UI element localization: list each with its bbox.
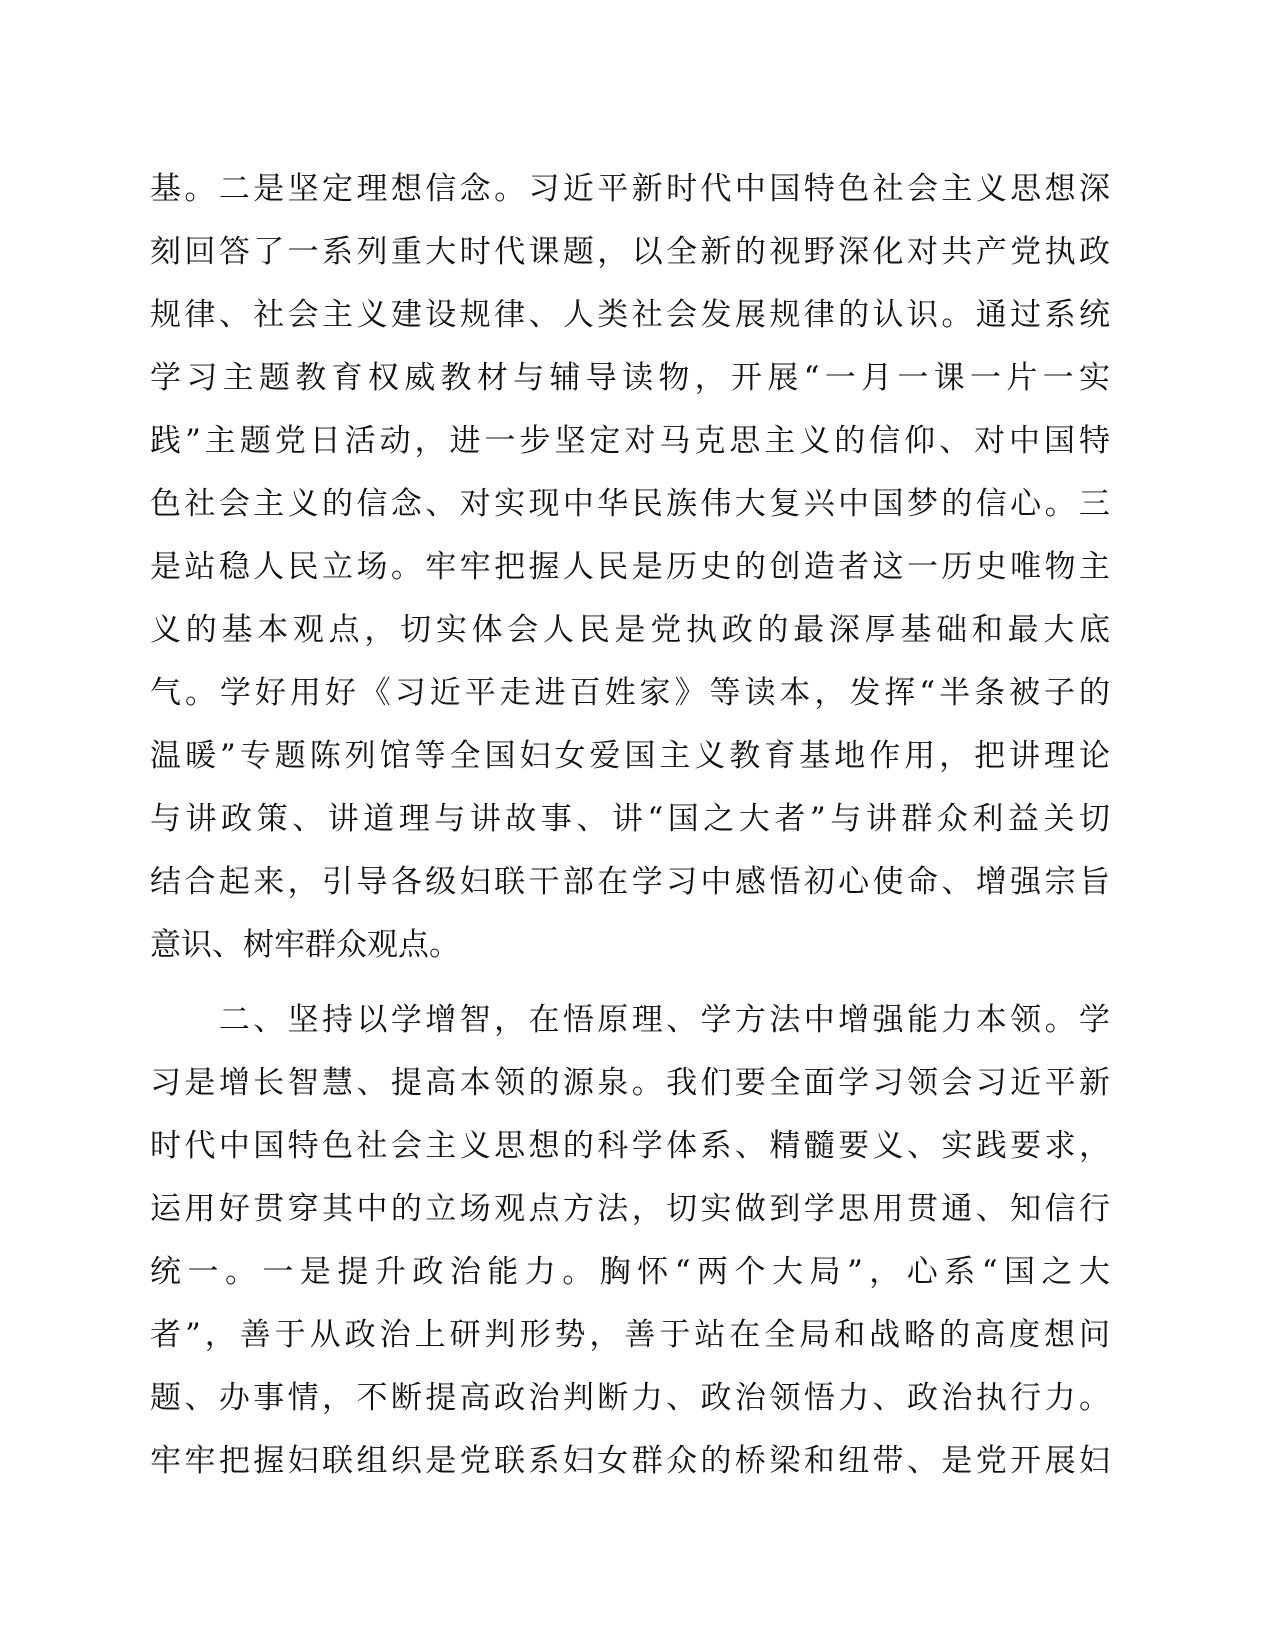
text-line: 是站稳人民立场。牢牢把握人民是历史的创造者这一历史唯物主 bbox=[150, 549, 1110, 585]
text-line: 统一。一是提升政治能力。胸怀“两个大局”，心系“国之大 bbox=[150, 1254, 1110, 1290]
text-line: 与讲政策、讲道理与讲故事、讲“国之大者”与讲群众利益关切 bbox=[150, 801, 1110, 837]
text-line: 学习主题教育权威教材与辅导读物，开展“一月一课一片一实 bbox=[150, 360, 1110, 396]
text-line: 牢牢把握妇联组织是党联系妇女群众的桥梁和纽带、是党开展妇 bbox=[150, 1443, 1110, 1479]
text-line: 题、办事情，不断提高政治判断力、政治领悟力、政治执行力。 bbox=[150, 1380, 1110, 1416]
text-line: 温暖”专题陈列馆等全国妇女爱国主义教育基地作用，把讲理论 bbox=[150, 738, 1110, 774]
text-line: 气。学好用好《习近平走进百姓家》等读本，发挥“半条被子的 bbox=[150, 675, 1110, 711]
text-line: 义的基本观点，切实体会人民是党执政的最深厚基础和最大底 bbox=[150, 612, 1110, 648]
text-line: 基。二是坚定理想信念。习近平新时代中国特色社会主义思想深 bbox=[150, 171, 1110, 207]
text-line: 刻回答了一系列重大时代课题，以全新的视野深化对共产党执政 bbox=[150, 234, 1110, 270]
text-line: 时代中国特色社会主义思想的科学体系、精髓要义、实践要求， bbox=[150, 1128, 1110, 1164]
text-line: 践”主题党日活动，进一步坚定对马克思主义的信仰、对中国特 bbox=[150, 423, 1110, 459]
text-line: 者”，善于从政治上研判形势，善于站在全局和战略的高度想问 bbox=[150, 1317, 1110, 1353]
text-line: 习是增长智慧、提高本领的源泉。我们要全面学习领会习近平新 bbox=[150, 1065, 1110, 1101]
text-line: 规律、社会主义建设规律、人类社会发展规律的认识。通过系统 bbox=[150, 297, 1110, 333]
paragraph-2 bbox=[150, 989, 1110, 1493]
paragraph-spacer bbox=[150, 977, 1110, 989]
text-line: 色社会主义的信念、对实现中华民族伟大复兴中国梦的信心。三 bbox=[150, 486, 1110, 522]
text-line: 二、坚持以学增智，在悟原理、学方法中增强能力本领。学 bbox=[150, 1002, 1110, 1038]
paragraph-1 bbox=[150, 158, 1110, 977]
text-line: 意识、树牢群众观点。 bbox=[150, 927, 460, 963]
text-line: 运用好贯穿其中的立场观点方法，切实做到学思用贯通、知信行 bbox=[150, 1191, 1110, 1227]
document-page bbox=[150, 158, 1110, 1493]
text-line: 结合起来，引导各级妇联干部在学习中感悟初心使命、增强宗旨 bbox=[150, 864, 1110, 900]
